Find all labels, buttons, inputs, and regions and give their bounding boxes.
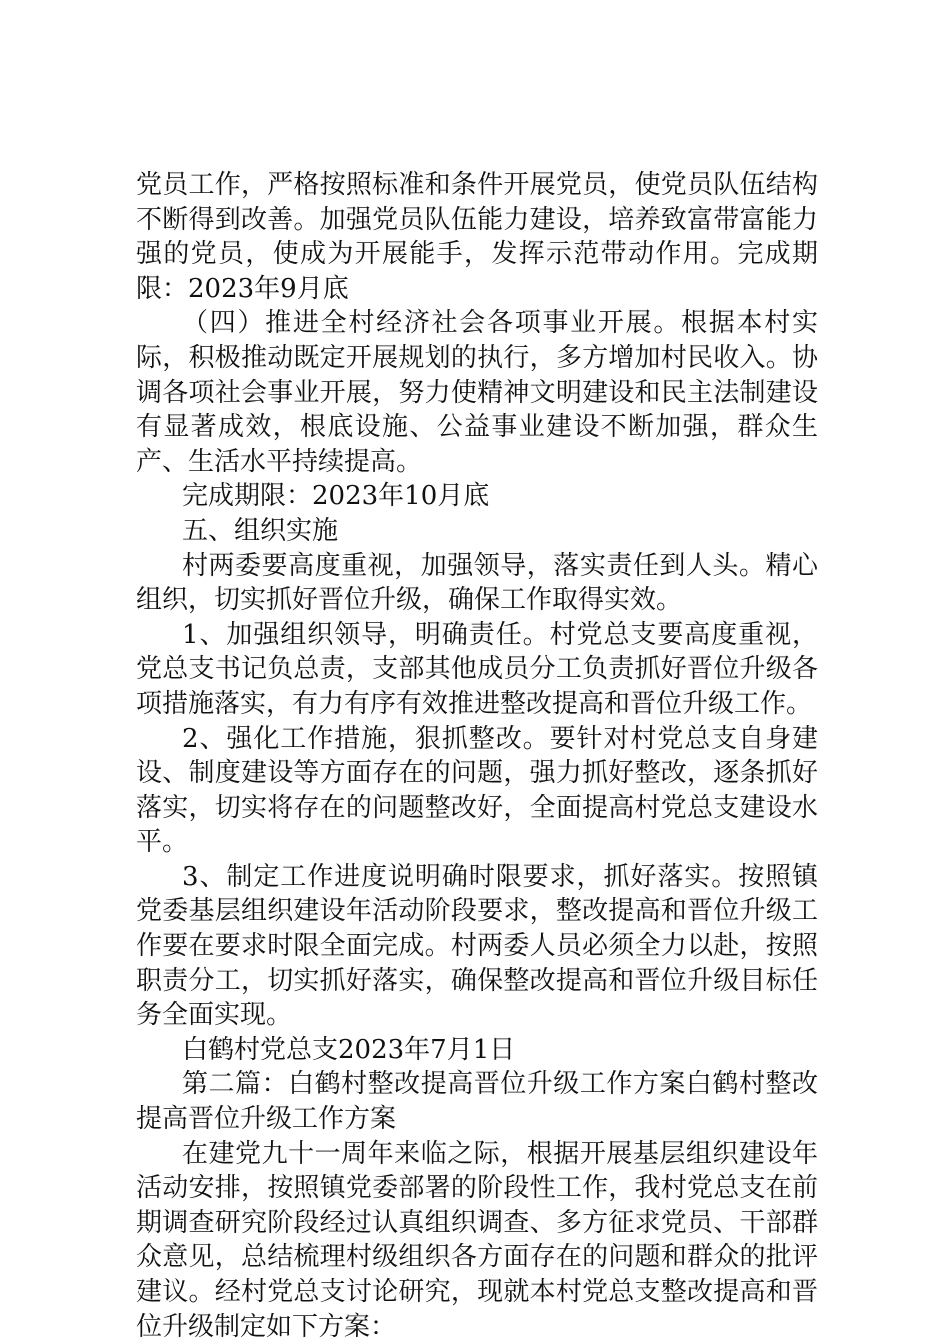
signature-line: 白鹤村党总支2023年7月1日 [182,1034,516,1065]
section-heading-organization: 五、组织实施 [182,515,339,546]
document-body [136,168,818,1344]
paragraph-section-four: （四）推进全村经济社会各项事业开展。根据本村实际，积极推动既定开展规划的执行，多方增加村民收入。协调各项社会事业开展，努力使精神文明建设和民主法制建设有显著成效，根底设施、公益事业建设不断加强，群众生产、生活水平持续提高。 [136,308,818,477]
paragraph-deadline: 完成期限：2023年10月底 [182,481,490,512]
paragraph-village-committee: 村两委要高度重视，加强领导，落实责任到人头。精心组织，切实抓好晋位升级，确保工作取得实效。 [136,550,818,616]
chapter-two-title: 第二篇：白鹤村整改提高晋位升级工作方案白鹤村整改提高晋位升级工作方案 [136,1069,818,1135]
list-item-1: 1、加强组织领导，明确责任。村党总支要高度重视，党总支书记负总责，支部其他成员分工负责抓好晋位升级各项措施落实，有力有序有效推进整改提高和晋位升级工作。 [136,619,818,719]
paragraph-party-member-work: 党员工作，严格按照标准和条件开展党员，使党员队伍结构不断得到改善。加强党员队伍能力建设，培养致富带富能力强的党员，使成为开展能手，发挥示范带动作用。完成期限：2023年9月底 [136,170,818,304]
list-item-2: 2、强化工作措施，狠抓整改。要针对村党总支自身建设、制度建设等方面存在的问题，强力抓好整改，逐条抓好落实，切实将存在的问题整改好，全面提高村党总支建设水平。 [136,723,818,858]
paragraph-intro: 在建党九十一周年来临之际，根据开展基层组织建设年活动安排，按照镇党委部署的阶段性工作，我村党总支在前期调查研究阶段经过认真组织调查、多方征求党员、干部群众意见，总结梳理村级组织各方面存在的问题和群众的批评建议。经村党总支讨论研究，现就本村党总支整改提高和晋位升级制定如下方案： [136,1138,818,1342]
list-item-3: 3、制定工作进度说明确时限要求，抓好落实。按照镇党委基层组织建设年活动阶段要求，整改提高和晋位升级工作要在要求时限全面完成。村两委人员必须全力以赴，按照职责分工，切实抓好落实，确保整改提高和晋位升级目标任务全面实现。 [136,861,818,1031]
